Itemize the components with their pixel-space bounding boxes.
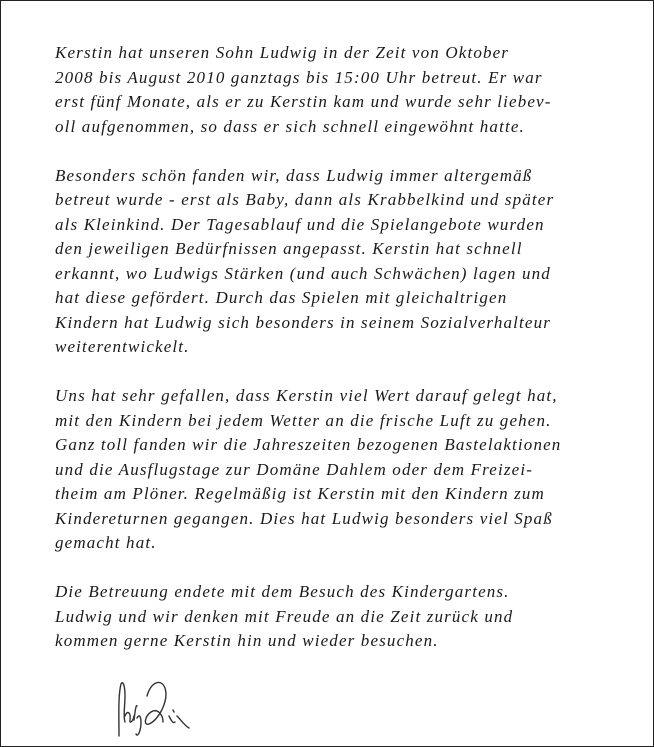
text-line: kommen gerne Kerstin hin und wieder besuchen. xyxy=(55,631,439,650)
text-line: theim am Plöner. Regelmäßig ist Kerstin mit den Kindern zum xyxy=(55,484,545,503)
text-line: 2008 bis August 2010 ganztags bis 15:00 Uhr betreut. Er war xyxy=(55,67,543,87)
text-line: betreut wurde - erst als Baby, dann als Krabbelkind und später xyxy=(55,190,555,209)
text-line: als Kleinkind. Der Tagesablauf und die Spielangebote wurden xyxy=(55,214,545,234)
paragraph xyxy=(55,41,645,139)
paragraph xyxy=(55,384,645,556)
text-line: Kindereturnen gegangen. Dies hat Ludwig besonders viel Spaß xyxy=(55,508,553,528)
text-line: gemacht hat. xyxy=(55,533,157,552)
text-line: erkannt, wo Ludwigs Stärken (und auch Schwächen) lagen und xyxy=(55,263,551,283)
text-line: und die Ausflugstage zur Domäne Dahlem oder dem Freizei- xyxy=(55,459,534,479)
text-line: oll aufgenommen, so dass er sich schnell eingewöhnt hatte. xyxy=(55,116,525,136)
signature xyxy=(111,676,221,746)
text-line: Kindern hat Ludwig sich besonders in seinem Sozialverhalteur xyxy=(55,312,552,332)
text-line: mit den Kindern bei jedem Wetter an die frische Luft zu gehen. xyxy=(55,410,552,430)
text-line: Ganz toll fanden wir die Jahreszeiten bezogenen Bastelaktionen xyxy=(55,435,562,454)
text-line: den jeweiligen Bedürfnissen angepasst. Kerstin hat schnell xyxy=(55,239,523,258)
text-line: hat diese gefördert. Durch das Spielen mit gleichaltrigen xyxy=(55,288,508,307)
letter-body xyxy=(55,41,645,654)
paragraph xyxy=(55,164,645,360)
text-line: Die Betreuung endete mit dem Besuch des Kindergartens. xyxy=(55,582,510,601)
text-line: weiterentwickelt. xyxy=(55,337,190,356)
text-line: erst fünf Monate, als er zu Kerstin kam und wurde sehr liebev- xyxy=(55,92,552,111)
text-line: Uns hat sehr gefallen, dass Kerstin viel Wert darauf gelegt hat, xyxy=(55,386,558,405)
paragraph xyxy=(55,580,645,654)
text-line: Ludwig und wir denken mit Freude an die Zeit zurück und xyxy=(55,606,514,626)
text-line: Besonders schön fanden wir, dass Ludwig immer altergemäß xyxy=(55,165,533,185)
text-line: Kerstin hat unseren Sohn Ludwig in der Zeit von Oktober xyxy=(55,43,510,62)
